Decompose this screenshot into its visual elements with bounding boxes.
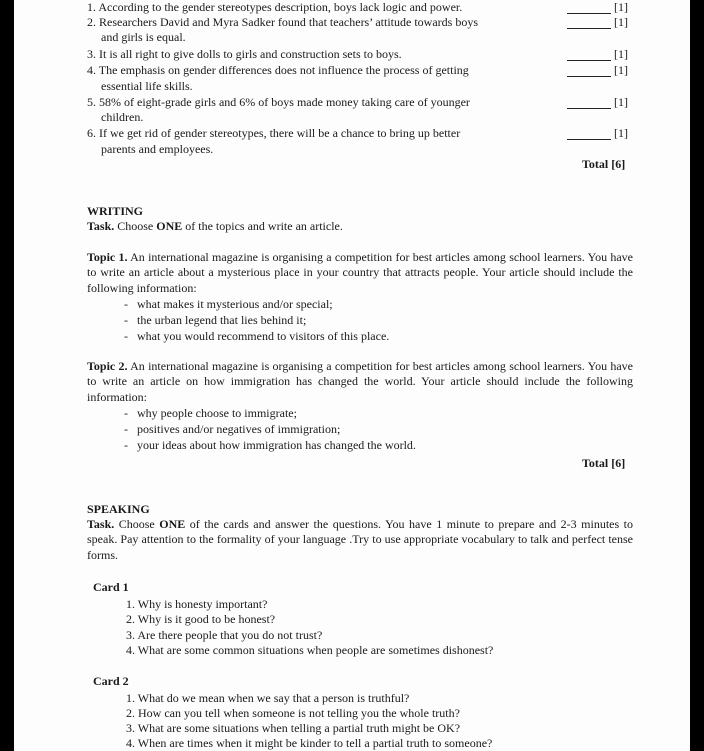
- speaking-task: [87, 517, 633, 563]
- mark-2: [1]: [614, 15, 628, 29]
- topic-2-bullet: - your ideas about how immigration has changed the world.: [124, 438, 416, 452]
- card-1-item: 1. Why is honesty important?: [126, 597, 268, 611]
- speaking-task-label: Task.: [87, 517, 115, 531]
- answer-blank-3[interactable]: [567, 48, 611, 61]
- question-2: 2. Researchers David and Myra Sadker found that teachers’ attitude towards boys: [87, 15, 478, 29]
- topic-2-text: An international magazine is organising a competition for best articles among school learners. You have to write an article on how immigration has changed the world. Your article should include the following information:: [87, 359, 633, 404]
- writing-heading: WRITING: [87, 204, 144, 218]
- topic-1-bullet: - what you would recommend to visitors of this place.: [124, 329, 390, 343]
- answer-blank-4[interactable]: [567, 64, 611, 77]
- topic-2-bullet: - positives and/or negatives of immigration;: [124, 422, 341, 436]
- writing-task-one: ONE: [156, 219, 183, 233]
- topic-2: [87, 359, 633, 405]
- question-2-cont: and girls is equal.: [101, 30, 186, 44]
- writing-task-pre: Choose: [117, 219, 154, 233]
- writing-task-post: of the topics and write an article.: [185, 219, 343, 233]
- writing-task-label: Task.: [87, 219, 115, 233]
- card-2-item: 2. How can you tell when someone is not telling you the whole truth?: [126, 706, 460, 720]
- topic-1-bullet: - the urban legend that lies behind it;: [124, 313, 307, 327]
- answer-blank-5[interactable]: [567, 96, 611, 109]
- topic-1-label: Topic 1.: [87, 250, 128, 264]
- question-5-cont: children.: [101, 110, 144, 124]
- speaking-heading: SPEAKING: [87, 502, 150, 516]
- mark-3: [1]: [614, 47, 628, 61]
- topic-1: [87, 250, 633, 296]
- worksheet-page: [14, 0, 690, 751]
- question-4: 4. The emphasis on gender differences does not influence the process of getting: [87, 63, 469, 77]
- question-6: 6. If we get rid of gender stereotypes, there will be a chance to bring up better: [87, 126, 461, 140]
- card-1-title: Card 1: [93, 580, 129, 594]
- card-1-item: 2. Why is it good to be honest?: [126, 612, 276, 626]
- topic-2-label: Topic 2.: [87, 359, 128, 373]
- writing-task: [87, 219, 343, 234]
- answer-blank-2[interactable]: [567, 16, 611, 29]
- speaking-task-post: of the cards and answer the questions. You have 1 minute to prepare and 2-3 minutes to speak. Pay attention to the formality of your language .Try to use appropriate vocabulary to talk and perfect tense forms.: [87, 517, 633, 562]
- topic-1-text: An international magazine is organising a competition for best articles among school learners. You have to write an article about a mysterious place in your country that attracts people. Your article should include the following information:: [87, 250, 633, 295]
- card-1-item: 4. What are some common situations when people are sometimes dishonest?: [126, 643, 494, 657]
- card-2-item: 4. When are times when it might be kinder to tell a partial truth to someone?: [126, 736, 493, 750]
- question-1: 1. According to the gender stereotypes description, boys lack logic and power.: [87, 0, 463, 14]
- question-6-cont: parents and employees.: [101, 142, 214, 156]
- question-5: 5. 58% of eight-grade girls and 6% of boys made money taking care of younger: [87, 95, 470, 109]
- topic-1-bullet: - what makes it mysterious and/or special;: [124, 297, 333, 311]
- card-2-item: 1. What do we mean when we say that a person is truthful?: [126, 691, 410, 705]
- mark-6: [1]: [614, 126, 628, 140]
- mark-4: [1]: [614, 63, 628, 77]
- speaking-task-one: ONE: [159, 517, 186, 531]
- mark-1: [1]: [614, 0, 628, 14]
- card-2-item: 3. What are some situations when telling a partial truth might be OK?: [126, 721, 461, 735]
- topic-2-bullet: - why people choose to immigrate;: [124, 406, 297, 420]
- writing-total: Total [6]: [582, 456, 626, 470]
- question-3: 3. It is all right to give dolls to girls and construction sets to boys.: [87, 47, 402, 61]
- speaking-task-pre: Choose: [118, 517, 155, 531]
- card-1-item: 3. Are there people that you do not trust?: [126, 628, 323, 642]
- mark-5: [1]: [614, 95, 628, 109]
- question-4-cont: essential life skills.: [101, 79, 193, 93]
- answer-blank-1[interactable]: [567, 1, 611, 14]
- card-2-title: Card 2: [93, 674, 129, 688]
- answer-blank-6[interactable]: [567, 127, 611, 140]
- reading-total: Total [6]: [582, 157, 626, 171]
